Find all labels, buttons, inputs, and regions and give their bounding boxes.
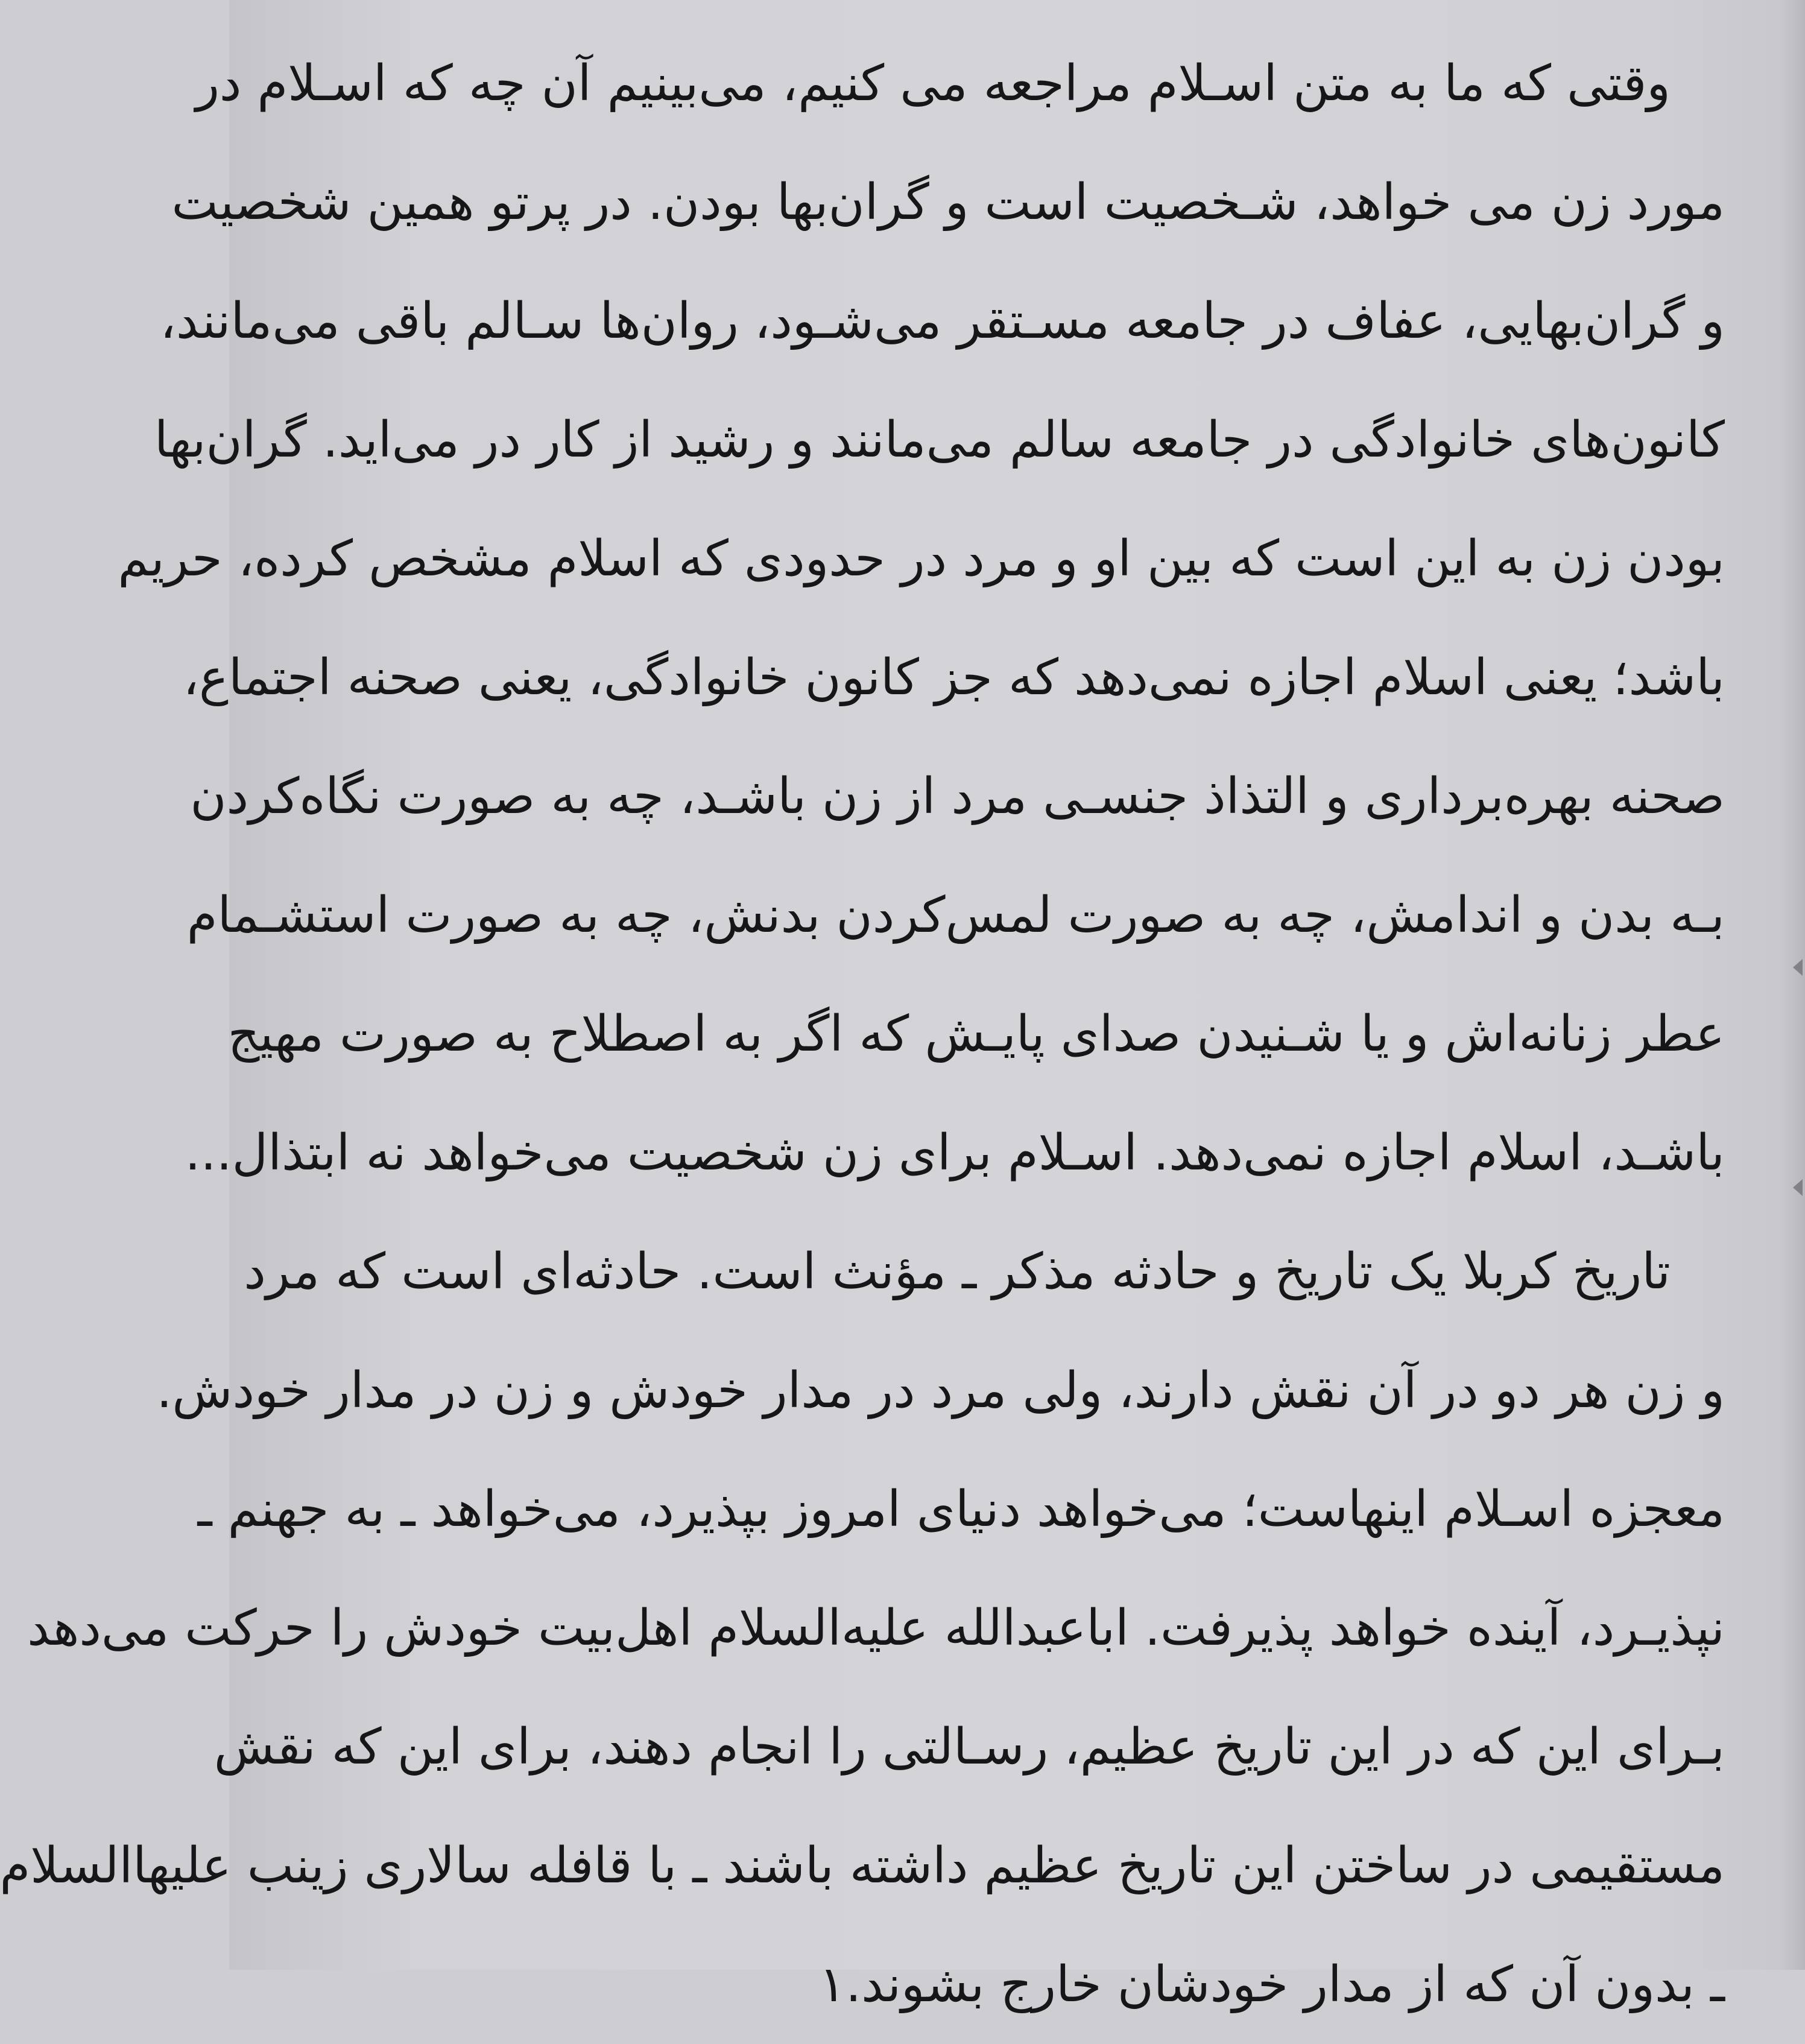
- text-line: بـه بدن و اندامش، چه به صورت لمس‌کردن بدنش، چه به صورت استشـمام: [186, 887, 1725, 944]
- text-line: تاریخ کربلا یک تاریخ و حادثه مذکر ـ مؤنث است. حادثه‌ای است که مرد: [244, 1243, 1671, 1300]
- page-edge-mark: [1793, 959, 1803, 976]
- text-line: بودن زن به این است که بین او و مرد در حدودی که اسلام مشخص کرده، حریم: [118, 530, 1725, 587]
- body-text: [0, 24, 1725, 2044]
- text-line: نپذیـرد، آینده خواهد پذیرفت. اباعبدالله عليه‌السلام اهل‌بیت خودش را حرکت می‌دهد: [27, 1599, 1725, 1657]
- text-line: معجزه اسـلام اینهاست؛ می‌خواهد دنیای امروز بپذیرد، می‌خواهد ـ به جهنم ـ: [197, 1481, 1725, 1538]
- text-line: عطر زنانه‌اش و یا شـنیدن صدای پایـش که اگر به اصطلاح به صورت مهیج: [227, 1005, 1725, 1063]
- text-line: باشـد، اسلام اجازه نمی‌دهد. اسـلام برای زن شخصیت می‌خواهد نه ابتذال...: [185, 1124, 1725, 1182]
- text-line: باشد؛ یعنی اسلام اجازه نمی‌دهد که جز کانون خانوادگی، یعنی صحنه اجتماع،: [183, 649, 1725, 706]
- text-line: و زن هر دو در آن نقش دارند، ولی مرد در مدار خودش و زن در مدار خودش.: [156, 1362, 1725, 1419]
- text-line: وقتی که ما به متن اسـلام مراجعه می کنیم، می‌بینیم آن چه که اسـلام در: [195, 55, 1671, 112]
- text-line: و گران‌بهایی، عفاف در جامعه مسـتقر می‌شـود، روان‌ها سـالم باقی می‌مانند،: [160, 293, 1725, 350]
- text-line: ـ بدون آن که از مدار خودشان خارج بشوند.۱: [819, 1956, 1725, 2013]
- text-line: مستقیمی در ساختن این تاریخ عظیم داشته باشند ـ با قافله سالاری زینب عليهاالسلام: [0, 1837, 1725, 1894]
- text-line: مورد زن می خواهد، شـخصیت است و گران‌بها بودن. در پرتو همین شخصیت: [171, 174, 1725, 231]
- page-edge-shadow: [1781, 0, 1805, 1970]
- text-line: صحنه بهره‌برداری و التذاذ جنسـی مرد از زن باشـد، چه به صورت نگاه‌کردن: [190, 768, 1725, 825]
- page-edge-mark: [1793, 1179, 1803, 1196]
- text-line: بـرای این که در این تاریخ عظیم، رسـالتی را انجام دهند، برای این که نقش: [213, 1718, 1725, 1776]
- text-line: کانون‌های خانوادگی در جامعه سالم می‌مانند و رشید از کار در می‌اید. گران‌بها: [154, 411, 1725, 469]
